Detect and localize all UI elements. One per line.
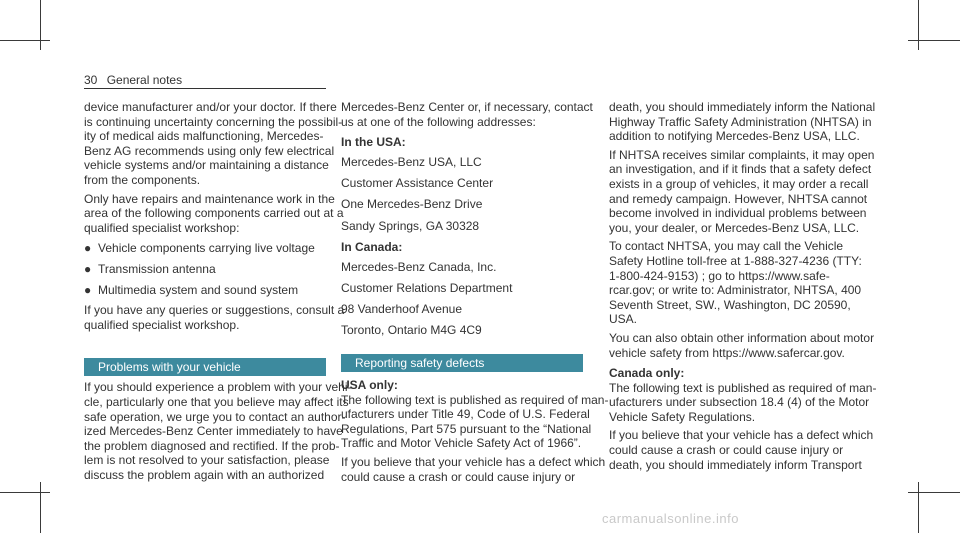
text-line: could cause a crash or could cause injury or [341,469,576,484]
paragraph [84,100,343,188]
text-line: you, your dealer, or Mercedes-Benz USA, LLC. [609,220,860,235]
paragraph [609,330,875,360]
text-line: cle, particularly one that you believe may affect its [84,394,349,409]
paragraph [609,380,877,425]
crop-mark [918,0,919,50]
paragraph [341,454,606,484]
crop-mark [0,40,50,41]
text-line: Safety Hotline toll-free at 1-888-327-4236 (TTY: [609,253,862,268]
text-line: lem is not resolved to your satisfaction, please [84,453,330,468]
text-line: an investigation, and if it finds that a safety defect [609,162,872,177]
text-line: from the components. [84,172,201,187]
bullet-icon: ● [84,241,92,256]
column-2 [341,100,609,488]
text-line: If you should experience a problem with your vehi- [84,380,352,395]
paragraph [84,380,352,482]
crop-mark [0,492,50,493]
text-line: vehicle systems and/or maintaining a distance [84,158,329,173]
column-3 [609,100,877,476]
text-line: qualified specialist workshop: [84,220,240,235]
text-line: Seventh Street, SW., Washington, DC 20590, [609,297,851,312]
text-line: 1-800-424-9153) ; go to https://www.safe- [609,268,830,283]
section-heading: Problems with your vehicle [84,358,326,376]
address-line: Mercedes-Benz USA, LLC [341,154,482,169]
text-line: The following text is published as required of man- [609,380,877,395]
text-line: vehicle safety from https://www.safercar.gov. [609,345,845,360]
text-line: is continuing uncertainty concerning the possibil- [84,114,343,129]
page-header [84,73,182,87]
text-line: If you believe that your vehicle has a defect which [609,428,874,443]
column-1 [84,100,352,486]
text-line: If you have any queries or suggestions, consult a [84,303,345,318]
address-line: Customer Assistance Center [341,176,494,191]
canada-address [341,260,583,338]
text-line: Only have repairs and maintenance work in the [84,191,335,206]
list-item [84,283,326,298]
text-line: ity of medical aids malfunctioning, Mercedes- [84,129,324,144]
text-line: qualified specialist workshop. [84,317,240,332]
text-line: Regulations, Part 575 pursuant to the “National [341,421,592,436]
paragraph [609,428,874,472]
text-line: ized Mercedes-Benz Center immediately to have [84,424,343,439]
text-line: You can also obtain other information about motor [609,330,875,345]
usa-address [341,155,583,233]
paragraph [341,392,609,451]
paragraph [84,303,345,332]
canada-only-heading: Canada only: [609,366,685,381]
text-line: device manufacturer and/or your doctor. If there [84,100,337,114]
address-line: Mercedes-Benz Canada, Inc. [341,259,497,274]
usa-heading: In the USA: [341,135,406,150]
paragraph [609,147,875,236]
list-item-text: Multimedia system and sound system [98,282,299,297]
text-line: us at one of the following addresses: [341,114,536,129]
crop-mark [40,0,41,50]
address-line: One Mercedes-Benz Drive [341,197,483,212]
crop-mark [908,492,960,493]
paragraph [609,239,862,327]
text-line: death, you should immediately inform Transport [609,457,862,472]
bullet-icon: ● [84,261,92,276]
paragraph [84,191,344,236]
text-line: could cause a crash or could cause injury or [609,443,844,458]
crop-mark [908,40,960,41]
text-line: and remedy campaign. However, NHTSA cannot [609,191,868,206]
text-line: Mercedes-Benz Center or, if necessary, contact [341,100,593,114]
page-title: General notes [106,73,183,87]
list-item-text: Vehicle components carrying live voltage [98,241,315,256]
bullet-icon: ● [84,282,92,297]
text-line: The following text is published as required of man- [341,392,609,407]
text-line: If you believe that your vehicle has a defect which [341,454,606,469]
text-line: rcar.gov; or write to: Administrator, NHTSA, 400 [609,283,862,298]
text-line: the problem diagnosed and rectified. If the prob- [84,438,340,453]
watermark-text: carmanualsonline.info [602,511,739,526]
text-line: Benz AG recommends using only few electrical [84,143,335,158]
address-line: 98 Vanderhoof Avenue [341,302,462,317]
page-number: 30 [84,73,98,87]
text-line: If NHTSA receives similar complaints, it may open [609,147,875,162]
text-line: ufacturers under subsection 18.4 (4) of the Motor [609,395,870,410]
list-item [84,241,326,256]
address-line: Sandy Springs, GA 30328 [341,218,480,233]
list-item-text: Transmission antenna [98,261,216,276]
paragraph [609,100,876,144]
crop-mark [40,482,41,533]
list-item [84,262,326,277]
header-divider [84,88,326,89]
text-line: safe operation, we urge you to contact an author- [84,409,346,424]
address-line: Toronto, Ontario M4G 4C9 [341,323,482,338]
text-line: Highway Traffic Safety Administration (NHTSA) in [609,114,872,129]
text-line: discuss the problem again with an authorized [84,467,325,482]
address-line: Customer Relations Department [341,280,513,295]
text-line: USA. [609,312,638,327]
text-line: ufacturers under Title 49, Code of U.S. Federal [341,407,590,422]
text-line: Vehicle Safety Regulations. [609,409,756,424]
text-line: Traffic and Motor Vehicle Safety Act of 1966”. [341,436,582,451]
crop-mark [918,482,919,533]
section-heading: Reporting safety defects [341,354,583,372]
text-line: To contact NHTSA, you may call the Vehicle [609,239,844,254]
text-line: death, you should immediately inform the National [609,100,876,114]
text-line: addition to notifying Mercedes-Benz USA, LLC. [609,129,860,144]
text-line: exists in a group of vehicles, it may order a recall [609,176,869,191]
text-line: become involved in individual problems between [609,206,867,221]
paragraph [341,100,593,129]
usa-only-heading: USA only: [341,377,398,392]
text-line: area of the following components carried out at a [84,206,344,221]
canada-heading: In Canada: [341,239,403,254]
